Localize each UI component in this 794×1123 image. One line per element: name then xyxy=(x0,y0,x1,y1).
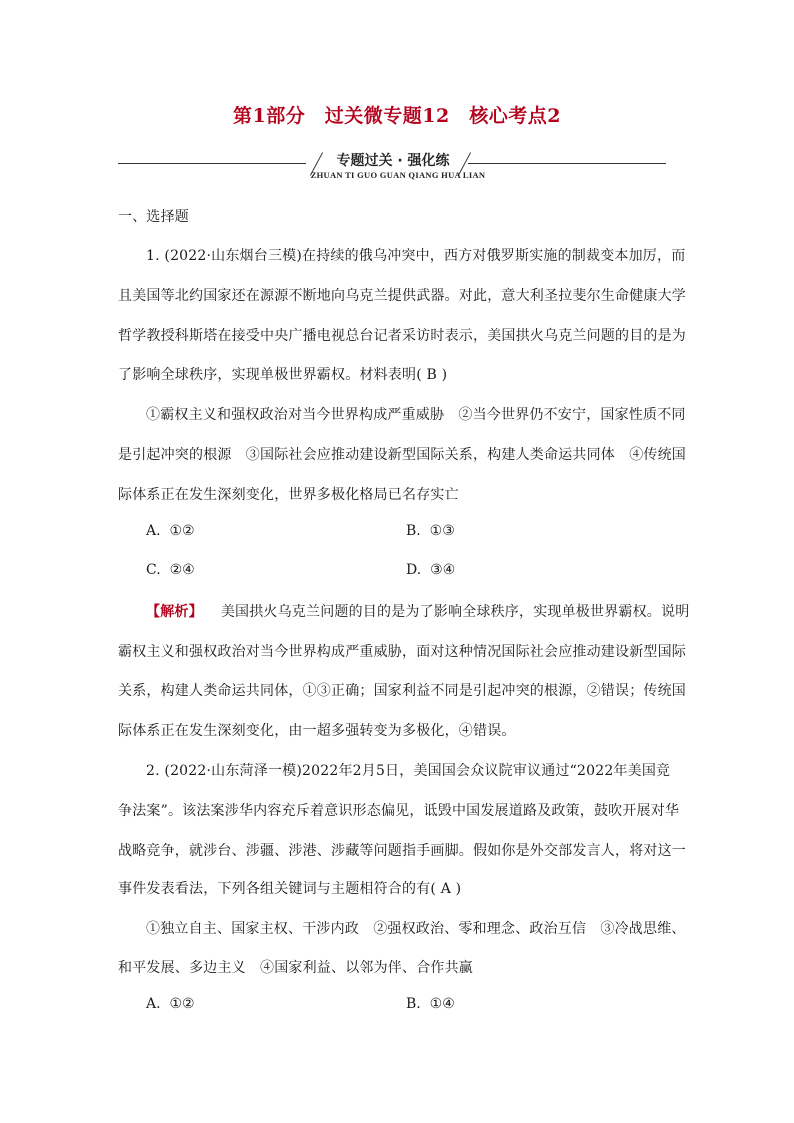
q1-item-line: 是引起冲突的根源 ③国际社会应推动建设新型国际关系，构建人类命运共同体 ④传统国 xyxy=(118,447,686,463)
q1-item-line: ①霸权主义和强权政治对当今世界构成严重威胁 ②当今世界仍不安宁，国家性质不同 xyxy=(146,407,686,423)
q1-line: 1. (2022·山东烟台三模)在持续的俄乌冲突中，西方对俄罗斯实施的制裁变本加厉，而 xyxy=(146,248,686,264)
q1-analysis-line: 霸权主义和强权政治对当今世界构成严重威胁，面对这种情况国际社会应推动建设新型国际 xyxy=(118,644,686,660)
q1-analysis-text: 美国拱火乌克兰问题的目的是为了影响全球秩序，实现单极世界霸权。说明 xyxy=(220,604,690,620)
q1-option-c: C. ②④ xyxy=(146,562,195,578)
section-banner xyxy=(118,150,666,186)
banner-title: 专题过关 · 强化练 xyxy=(336,153,450,169)
q2-item-line: 和平发展、多边主义 ④国家利益、以邻为伴、合作共赢 xyxy=(118,960,473,976)
q2-line: 事件发表看法，下列各组关键词与主题相符合的有( A ) xyxy=(118,881,462,897)
q1-line: 了影响全球秩序，实现单极世界霸权。材料表明( B ) xyxy=(118,367,448,383)
q1-item-line: 际体系正在发生深刻变化，世界多极化格局已名存实亡 xyxy=(118,487,459,503)
q2-option-a: A. ①② xyxy=(146,996,195,1012)
q1-line: 哲学教授科斯塔在接受中央广播电视总台记者采访时表示，美国拱火乌克兰问题的目的是为 xyxy=(118,328,686,344)
section-heading: 一、选择题 xyxy=(118,209,189,225)
analysis-tag: 【解析】 xyxy=(146,604,203,620)
q2-line: 2. (2022·山东菏泽一模)2022年2月5日，美国国会众议院审议通过“2022年美国竞 xyxy=(146,763,671,779)
q1-analysis-line: 关系，构建人类命运共同体，①③正确；国家利益不同是引起冲突的根源，②错误；传统国 xyxy=(118,683,686,699)
q2-line: 战略竞争，就涉台、涉疆、涉港、涉藏等问题指手画脚。假如你是外交部发言人，将对这一 xyxy=(118,843,686,859)
q1-line: 且美国等北约国家还在源源不断地向乌克兰提供武器。对此，意大利圣拉斐尔生命健康大学 xyxy=(118,288,686,304)
page-title: 第1部分 过关微专题12 核心考点2 xyxy=(233,105,561,127)
q1-analysis-line: 际体系正在发生深刻变化，由一超多强转变为多极化，④错误。 xyxy=(118,723,516,739)
q2-item-line: ①独立自主、国家主权、干涉内政 ②强权政治、零和理念、政治互信 ③冷战思维、 xyxy=(146,921,686,937)
banner-rule-right xyxy=(468,163,666,164)
banner-rule-left xyxy=(118,163,306,164)
q2-option-b: B. ①④ xyxy=(406,996,455,1012)
q1-option-d: D. ③④ xyxy=(406,562,456,578)
q1-option-a: A. ①② xyxy=(146,523,195,539)
q1-option-b: B. ①③ xyxy=(406,523,455,539)
banner-pinyin: ZHUAN TI GUO GUAN QIANG HUA LIAN xyxy=(310,170,486,180)
q1-analysis-first-line xyxy=(146,601,708,621)
q2-line: 争法案”。该法案涉华内容充斥着意识形态偏见，诋毁中国发展道路及政策，鼓吹开展对华 xyxy=(118,803,680,819)
